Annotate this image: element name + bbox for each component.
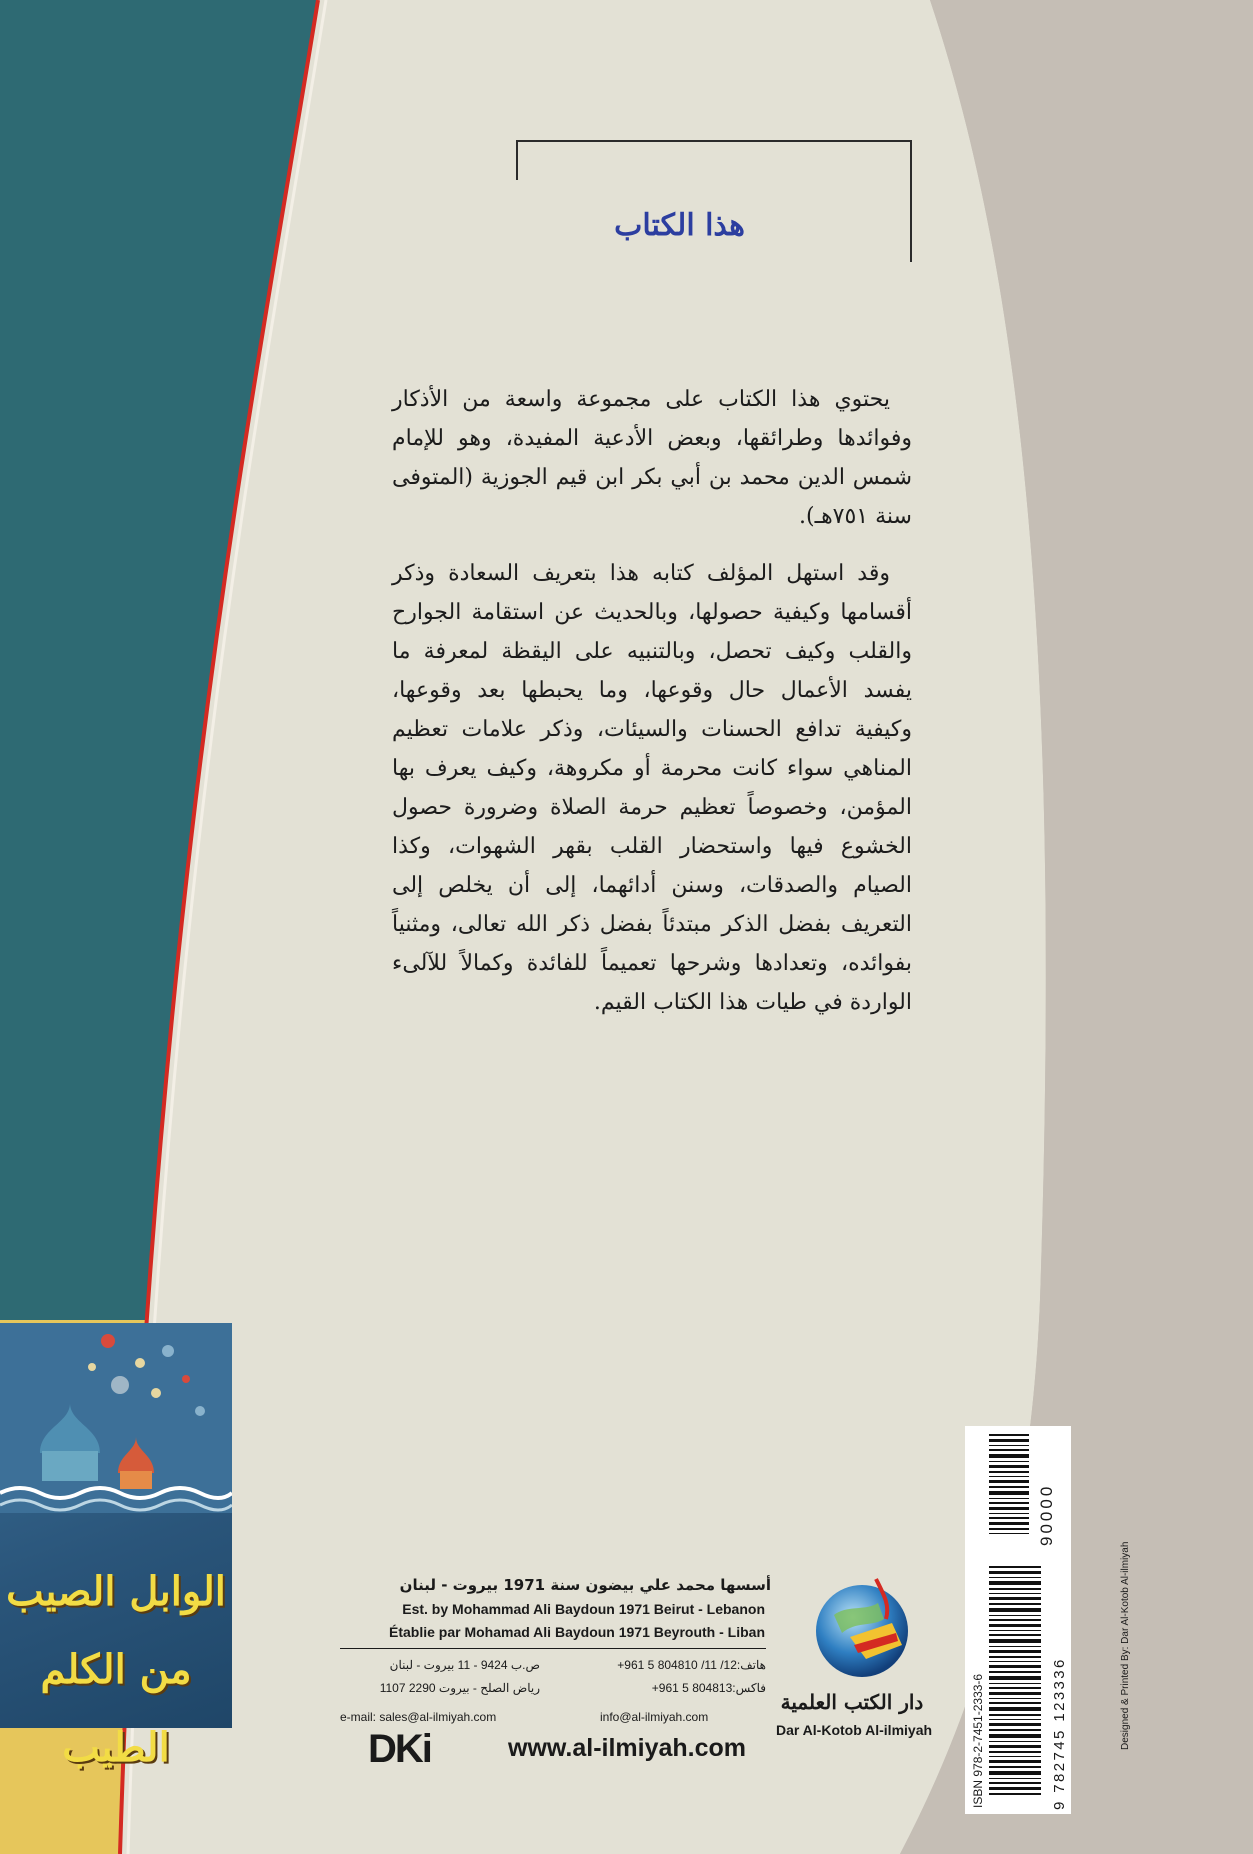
publisher-fax: فاكس:804813 5 961+ xyxy=(651,1681,766,1695)
title-frame-right-rule xyxy=(910,140,912,262)
publisher-globe-logo-icon xyxy=(806,1575,922,1685)
cover-thumbnail xyxy=(0,1323,232,1771)
publisher-po-box: ص.ب 9424 - 11 بيروت - لبنان xyxy=(389,1658,540,1672)
cover-thumbnail-title xyxy=(0,1553,232,1787)
publisher-info-email: info@al-ilmiyah.com xyxy=(600,1710,709,1724)
isbn-number: ISBN 978-2-7451-2333-6 xyxy=(971,1673,985,1808)
barcode-digits: 9 782745 123336 xyxy=(1051,1657,1068,1810)
publisher-established-english: Est. by Mohammad Ali Baydoun 1971 Beirut - Lebanon xyxy=(402,1601,765,1617)
cover-thumbnail-title-line-1: الوابل الصيب xyxy=(6,1568,226,1615)
publisher-phone: هاتف:12/ 11/ 804810 5 961+ xyxy=(617,1658,766,1672)
section-title: هذا الكتاب xyxy=(614,208,745,243)
cover-thumbnail-title-line-2: من الكلم الطيب xyxy=(40,1646,192,1771)
publisher-website: www.al-ilmiyah.com xyxy=(508,1734,747,1762)
publisher-logo-name-english: Dar Al-Kotob Al-ilmiyah xyxy=(775,1722,933,1738)
barcode-price-code: 90000 xyxy=(1037,1483,1056,1546)
isbn-barcode xyxy=(965,1426,1071,1814)
publisher-divider xyxy=(340,1648,766,1649)
publisher-established-french: Établie par Mohamad Ali Baydoun 1971 Beyrouth - Liban xyxy=(389,1624,765,1640)
publisher-dki-logo: DKi xyxy=(368,1727,431,1771)
publisher-address: رياض الصلح - بيروت 2290 1107 xyxy=(379,1681,540,1695)
title-frame-left-rule xyxy=(516,140,518,180)
description-text xyxy=(392,380,912,1040)
publisher-logo-name-arabic: دار الكتب العلمية xyxy=(780,1690,924,1714)
publisher-established-arabic: أسسها محمد علي بيضون سنة 1971 بيروت - لبنان xyxy=(399,1576,771,1594)
description-paragraph-2: وقد استهل المؤلف كتابه هذا بتعريف السعادة وذكر أقسامها وكيفية حصولها، وبالحديث عن استقامة الجوارح والقلب وكيف تحصل، وبالتنبيه على اليقظة لمعرفة ما يفسد الأعمال حال وقوعها، وما يحبطها بعد وقوعها، وكيفية تدافع الحسنات والسيئات، وذكر علامات تعظيم المناهي سواء كانت محرمة أو مكروهة، وكيف يعرف بها المؤمن، وخصوصاً تعظيم حرمة الصلاة وضرورة حصول الخشوع فيها واستحضار القلب بقهر الشهوات، وكذا الصيام والصدقات، وسنن أدائهما، إلى أن يخلص إلى التعريف بفضل الذكر مبتدئاً بفضل ذكر الله تعالى، ومثنياً بفوائده، وتعدادها وشرحها تعميماً للفائدة وكمالاً للآلىء الواردة في طيات هذا الكتاب القيم. xyxy=(392,561,912,1015)
publisher-email: e-mail: sales@al-ilmiyah.com xyxy=(340,1710,497,1724)
designed-by-credit: Designed & Printed By: Dar Al-Kotob Al-ilmiyah xyxy=(1120,1541,1131,1750)
description-paragraph-1: يحتوي هذا الكتاب على مجموعة واسعة من الأذكار وفوائدها وطرائقها، وبعض الأدعية المفيدة، وهو للإمام شمس الدين محمد بن أبي بكر ابن قيم الجوزية (المتوفى سنة ٧٥١هـ). xyxy=(392,387,912,529)
title-frame-top-rule xyxy=(516,140,912,142)
cover-thumbnail-artwork xyxy=(0,1323,232,1513)
